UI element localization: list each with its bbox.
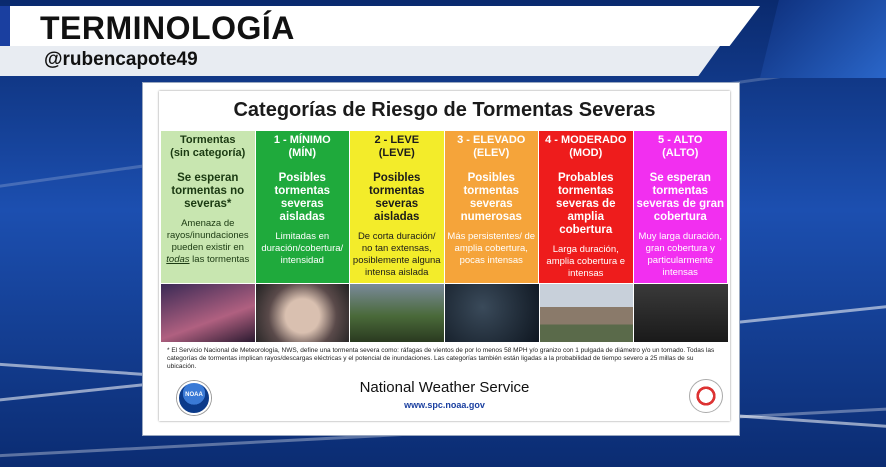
category-detail: De corta duración/ no tan extensas, posiblemente alguna intensa aislada [352, 231, 441, 278]
hail-damaged-windshield-photo [445, 284, 540, 342]
category-code: (MÍN) [288, 147, 316, 159]
category-detail: Amenaza de rayos/inundaciones pueden existir en todas las tormentas [166, 218, 250, 265]
category-head: Tormentas [180, 134, 236, 146]
category-detail: Larga duración, amplia cobertura e intensas [546, 244, 626, 279]
title-accent [0, 6, 10, 46]
category-column-elevado [445, 131, 540, 283]
category-column-leve [350, 131, 445, 283]
fallen-tree-photo [350, 284, 445, 342]
category-head: 1 - MÍNIMO [273, 134, 331, 146]
category-detail: Más persistentes/ de amplia cobertura, pocas intensas [447, 231, 536, 266]
category-detail: Limitadas en duración/cobertura/ intensidad [261, 231, 344, 266]
category-head: 2 - LEVE [374, 134, 420, 146]
nws-logo-icon [689, 379, 723, 413]
category-detail: Muy larga duración, gran cobertura y particularmente intensas [638, 231, 722, 278]
category-head: 5 - ALTO [658, 134, 703, 146]
example-photos-row [161, 284, 728, 342]
noaa-logo-icon: NOAA [177, 381, 211, 415]
damaged-building-photo [540, 284, 635, 342]
agency-url[interactable]: www.spc.noaa.gov [404, 400, 485, 410]
category-column-moderado [539, 131, 634, 283]
category-summary: Se esperan tormentas severas de gran cobertura [636, 172, 725, 223]
category-head: 4 - MODERADO [545, 134, 627, 146]
hail-in-hand-photo [256, 284, 351, 342]
category-column-none [161, 131, 256, 283]
agency-name: National Weather Service [359, 379, 530, 396]
card-title: Categorías de Riesgo de Tormentas Severas [233, 99, 656, 121]
category-code: (sin categoría) [170, 147, 246, 159]
category-summary: Se esperan tormentas no severas* [171, 172, 245, 210]
segment-title: TERMINOLOGÍA [40, 10, 295, 46]
category-head: 3 - ELEVADO [457, 134, 526, 146]
category-code: (ELEV) [473, 147, 510, 159]
footnote: * El Servicio Nacional de Meteorología, NWS, define una tormenta severa como: ráfagas de vientos de por lo menos 58 MPH y/o granizo con 1 pulgada de diámetro y/o un tornado. Todas las categorías de tormentas implican rayos/descargas eléctricas y el potencial de inundaciones. Las categorías también están ligadas a la probabilidad de tiempo severo a 25 millas de su ubicación. [167, 347, 715, 370]
lower-third-banner [0, 0, 886, 78]
risk-categories-card [159, 91, 730, 421]
graphic-frame [142, 82, 740, 436]
category-summary: Posibles tormentas severas numerosas [460, 172, 522, 223]
channel-corner-graphic [760, 0, 886, 78]
lightning-photo [161, 284, 256, 342]
category-code: (MOD) [569, 147, 603, 159]
category-summary: Posibles tormentas severas aisladas [274, 172, 331, 223]
category-summary: Posibles tormentas severas aisladas [368, 172, 425, 223]
social-handle: @rubencapote49 [44, 49, 198, 70]
category-column-minimo [256, 131, 351, 283]
category-code: (LEVE) [378, 147, 415, 159]
category-summary: Probables tormentas severas de amplia cobertura [556, 172, 616, 236]
category-code: (ALTO) [662, 147, 699, 159]
tornado-photo [634, 284, 728, 342]
category-column-alto [634, 131, 729, 283]
category-columns [161, 131, 728, 283]
